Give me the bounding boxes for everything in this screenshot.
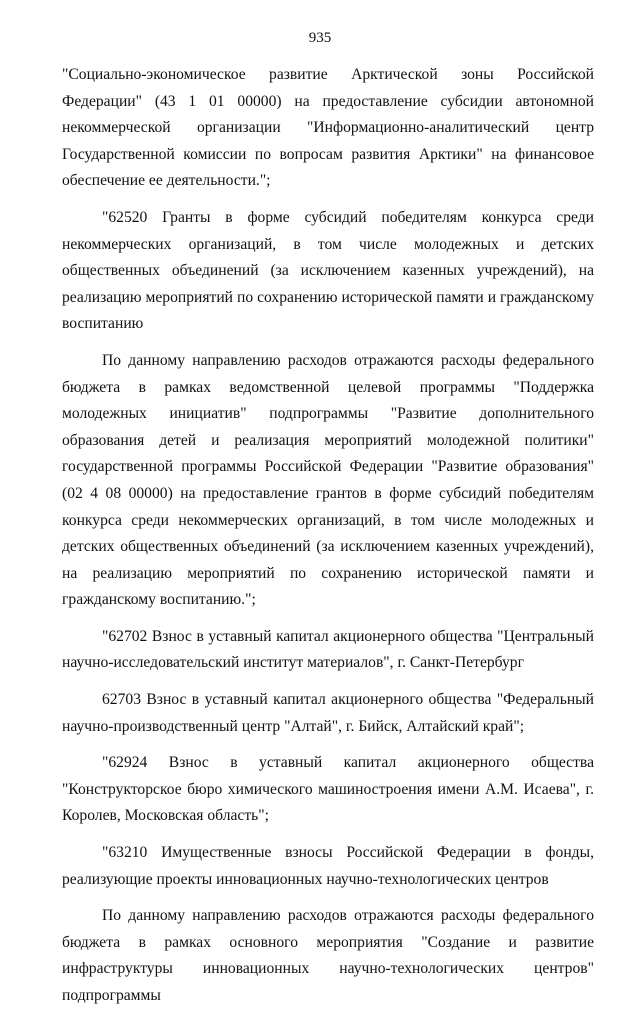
paragraph-62702: "62702 Взнос в уставный капитал акционерного общества "Центральный научно-исследовательский институт материалов", г. Санкт-Петербург — [62, 627, 594, 672]
paragraph-arctic-continuation: "Социально-экономическое развитие Арктической зоны Российской Федерации" (43 1 01 00000) на предоставление субсидии автономной некоммерческой организации "Информационно-аналитический центр Государственной комиссии по вопросам развития Арктики" на финансовое обеспечение ее деятельности."; — [62, 66, 594, 190]
paragraph-62520-heading: "62520 Гранты в форме субсидий победителям конкурса среди некоммерческих организаций, в том числе молодежных и детских общественных объединений (за исключением казенных учреждений), на реализацию мероприятий по сохранению исторической памяти и гражданскому воспитанию — [62, 208, 594, 333]
document-body — [62, 62, 594, 1010]
paragraph-63210-description: По данному направлению расходов отражаются расходы федерального бюджета в рамках основного мероприятия "Создание и развитие инфраструктуры инновационных научно-технологических центров" подпрограммы — [62, 907, 594, 1004]
paragraph-62703: 62703 Взнос в уставный капитал акционерного общества "Федеральный научно-производственный центр "Алтай", г. Бийск, Алтайский край"; — [62, 691, 594, 735]
paragraph-63210-heading: "63210 Имущественные взносы Российской Федерации в фонды, реализующие проекты инновационных научно-технологических центров — [62, 844, 594, 888]
page-number: 935 — [308, 30, 332, 46]
paragraph-62924: "62924 Взнос в уставный капитал акционерного общества "Конструкторское бюро химического машиностроения имени А.М. Исаева", г. Королев, Московская область"; — [62, 754, 594, 825]
paragraph-62520-description: По данному направлению расходов отражаются расходы федерального бюджета в рамках ведомственной целевой программы "Поддержка молодежных инициатив" подпрограммы "Развитие дополнительного образования детей и реализация мероприятий молодежной политики" государственной программы Российской Федерации "Развитие образования" (02 4 08 00000) на предоставление грантов в форме субсидий победителям конкурса среди некоммерческих организаций, в том числе молодежных и детских общественных объединений (за исключением казенных учреждений), на реализацию мероприятий по сохранению исторической памяти и гражданскому воспитанию."; — [62, 351, 594, 609]
